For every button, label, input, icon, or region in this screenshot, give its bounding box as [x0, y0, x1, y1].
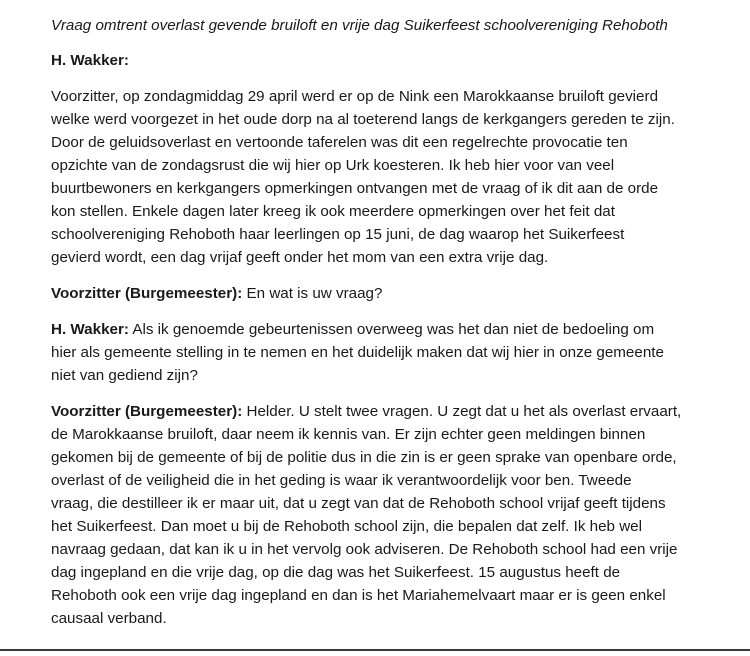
text-line: Rehoboth ook een vrije dag ingepland en dan is het Mariahemelvaart maar er is geen enkel — [51, 587, 666, 604]
text-line — [51, 400, 731, 423]
text-line: Voorzitter, op zondagmiddag 29 april werd er op de Nink een Marokkaanse bruiloft gevierd — [51, 88, 659, 105]
text-line: gekomen bij de gemeente of bij de politie dus in die zin is er geen sprake van openbare orde, — [51, 449, 677, 466]
text-line — [51, 318, 731, 341]
exchange-wakker-reply — [51, 318, 731, 387]
text-line: niet van gediend zijn? — [51, 367, 198, 384]
speech-text: Als ik genoemde gebeurtenissen overweeg was het dan niet de bedoeling om — [128, 321, 655, 338]
text-line: de Marokkaanse bruiloft, daar neem ik kennis van. Er zijn echter geen meldingen binnen — [51, 426, 646, 443]
text-line: schoolvereniging Rehoboth haar leerlingen op 15 juni, de dag waarop het Suikerfeest — [51, 226, 625, 243]
speaker-label: H. Wakker: — [51, 321, 129, 338]
exchange-mayor-answer — [51, 400, 731, 630]
text-line — [51, 282, 731, 305]
text-line: navraag gedaan, dat kan ik u in het vervolg ook adviseren. De Rehoboth school had een vrije — [51, 541, 678, 558]
text-line: opzichte van de zondagsrust die wij hier op Urk koesteren. Ik heb hier voor van veel — [51, 157, 615, 174]
text-line: vraag, die destilleer ik er maar uit, dat u zegt van dat de Rehoboth school vrijaf geeft tijdens — [51, 495, 666, 512]
speech-text: En wat is uw vraag? — [242, 285, 383, 302]
text-line: hier als gemeente stelling in te nemen en het duidelijk maken dat wij hier in onze gemeente — [51, 344, 664, 361]
text-line: overlast of de veiligheid die in het geding is waar ik verantwoordelijk voor ben. Tweede — [51, 472, 632, 489]
text-line: dag ingepland en die vrije dag, op die dag was het Suikerfeest. 15 augustus heeft de — [51, 564, 621, 581]
speaker-label: Voorzitter (Burgemeester): — [51, 285, 243, 302]
bottom-margin — [0, 651, 750, 656]
text-line: gevierd wordt, een dag vrijaf geeft onder het mom van een extra vrije dag. — [51, 249, 549, 266]
speech-text: Helder. U stelt twee vragen. U zegt dat u het als overlast ervaart, — [242, 403, 682, 420]
document-body — [51, 14, 731, 643]
text-line: causaal verband. — [51, 610, 167, 627]
speaker-label: Voorzitter (Burgemeester): — [51, 403, 243, 420]
speaker-header: H. Wakker: — [51, 52, 129, 69]
paragraph-opening — [51, 85, 731, 269]
text-line: buurtbewoners en kerkgangers opmerkingen ontvangen met de vraag of ik dit aan de orde — [51, 180, 659, 197]
text-line: het Suikerfeest. Dan moet u bij de Rehoboth school zijn, die bepalen dat zelf. Ik heb wel — [51, 518, 642, 535]
document-title: Vraag omtrent overlast gevende bruiloft en vrije dag Suikerfeest schoolvereniging Rehoboth — [51, 17, 668, 34]
text-line: Door de geluidsoverlast en vertoonde taferelen was dit een regelrechte provocatie ten — [51, 134, 628, 151]
exchange-mayor-question — [51, 282, 731, 305]
text-line: welke werd voorgezet in het oude dorp na al toeterend langs de kerkgangers gereden te zijn. — [51, 111, 675, 128]
text-line: kon stellen. Enkele dagen later kreeg ik ook meerdere opmerkingen over het feit dat — [51, 203, 615, 220]
